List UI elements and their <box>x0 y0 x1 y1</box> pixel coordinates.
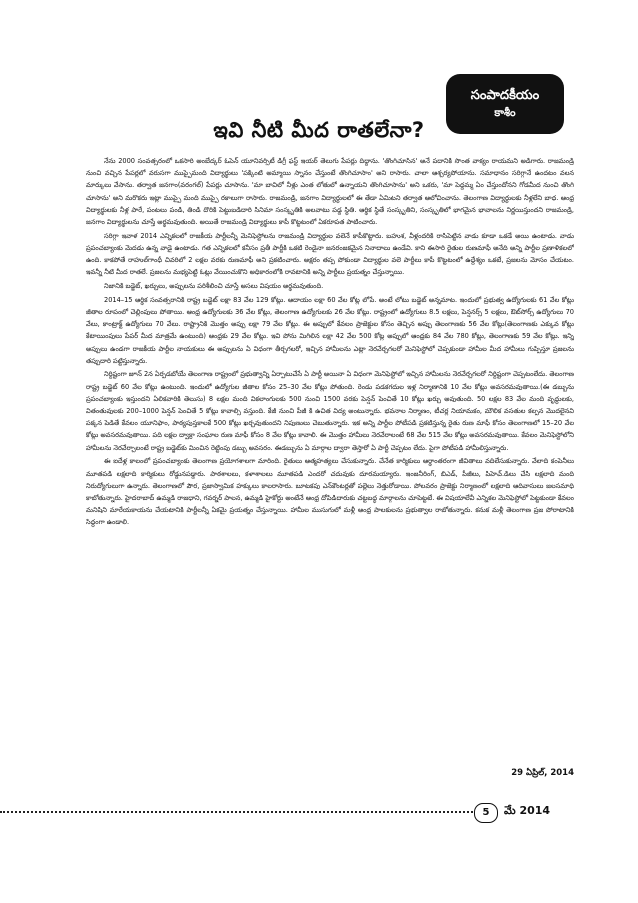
paragraph: సరిగ్గా ఇవాళ 2014 ఎన్నికలలో రాజకీయ పార్టీలన్నీ మెనిఫెస్టోలను రాజమండ్రి విద్యార్థుల వలెనే కాపీకొట్టారు. బహుశ, వీళ్లందరికి రాసిపెట్టిన వాడు కూడా ఒకడే అయి ఉంటాడు. వాడు ప్రపంచబ్యాంకు మెదడు ఉన్న వాడై ఉంటాడు. గత ఎన్నికలలో కనీసం ప్రతీ పార్టీకి ఒకటి రెండైనా జనరంజకమైన నినాదాలు ఉండేవి. కాని ఈసారి రైతుల రుణమాఫీ అనేది అన్ని పార్టీల ప్రణాళికలలో ఉంది. కాకపోతే రాహుల్‌గాంధీ చివరిలో 2 లక్షల వరకు రుణమాఫీ అని ప్రకటించారు. అక్షరం తప్ప పోకుండా విద్యార్థుల వలె పార్టీలు కాపీ కొట్టటంలో ఉద్దేశ్యం ఒకటే, ప్రజలను మోసం చేయటం. ఇవన్నీ నీటి మీద రాతలే. ప్రజలను మభ్యపెట్టి ఓట్లు వేయించుకొని అధికారంలోకి రావటానికి అన్ని పార్టీలు ప్రయత్నం చేస్తున్నాయి. <box>86 231 574 277</box>
footer-divider <box>0 811 473 813</box>
paragraph: నిజానికి బడ్జెట్, ఖర్చులు, అప్పులను పరిశీలించి చూస్తే అసలు విషయం అర్థమవుతుంది. <box>104 282 324 291</box>
paragraph: నేను 2000 సంవత్సరంలో ఒకసారి అంబేద్కర్ ఓపెన్ యూనివర్సిటీ డిగ్రీ ఫస్ట్ ఇయర్ తెలుగు పేపర్లు దిద్దాను. 'తొంగిచూసిన' అనే పదానికి సొంత వాక్యం రాయమని అడిగారు. రాజమండ్రి నుంచి వచ్చిన పేపర్లలో వరుసగా ముప్పైమంది విద్యార్థులు 'పక్కింటి అమ్మాయి స్నానం చేస్తుంటే తొంగిచూసాం' అని రాసారు. చాలా ఆశ్చర్యపోయాను. సమాధానం సరిగ్గానే ఉందటం వలన మార్కులు వేసాను. తర్వాత జనగాం(వరంగల్) పేపర్లు చూసాను. 'మా బావిలో నీళ్లు ఎంత లోతులో ఉన్నాయని తొంగిచూసాను' అని ఒకరు, 'మా పెద్దమ్మ ఏం చేస్తుందోనని గోడమీద నుంచి తొంగి చూసాను' అని మరొకరు ఇట్లా ముప్పై మంది ముప్పై రకాలుగా రాసారు. రాజమండ్రి, జనగాం విద్యార్థులలో ఈ తేడా ఏమిటని తర్వాత ఆలోచించాను. తెలంగాణ విద్యార్థులకు నీళ్లలేని బాధ. ఆంధ్ర విద్యార్థులకు నీళ్ల పారే, పంటలు పండి, తిండి దొరికి పెట్టుబడిదారి సినిమా సంస్కృతికి అలవాటు పడ్డ స్థితి. ఆర్థిక స్థితే సంస్కృతిని, సంస్కృతిలో భాగమైన భావాలను నిర్ణయిస్తుందని రాజమండ్రి, జనగాం విద్యార్థులను చూస్తే అర్థమవుతుంది. అయితే రాజమండ్రి విద్యార్థులు కాపీ కొట్టటంలో ఏకరూపత పాటించారు. <box>86 157 574 227</box>
author-name: కాశీం <box>494 106 516 119</box>
issue-label: మే 2014 <box>504 804 551 817</box>
paragraph: ఈ ఐదేళ్ల కాలంలో ప్రపంచబ్యాంకు తెలంగాణ ప్రయోగశాలగా మారింది. రైతులు ఆత్మహత్యలు చేసుకున్నారు. చేనేత కార్మికులు ఆర్థాంతరంగా జీవితాలు వదిలేసుకున్నారు. వేలాది కంపెనీలు మూతపడి లక్షలాది కార్మికులు రోడ్డునపడ్డారు. పాఠశాలలు, కళాశాలలు మూతపడి ఎందరో చదువుకు దూరమయ్యారు. ఇంజనీరింగ్, బిఎడ్, పీజీలు, పిహెచ్.డిలు చేసి లక్షలాది మంది నిరుద్యోగులుగా ఉన్నారు. తెలంగాణలో పౌర, ప్రజాస్వామిక హక్కులు కాలరాసారు. బూటకపు ఎన్‌కౌంటర్లతో పల్లెలు నెత్తురోడాయి. పోలవరం ప్రాజెక్టు నిర్మాణంలో లక్షలాది ఆదివాసులు జలసమాధి కాబోతున్నారు. హైదరాబాద్ ఉమ్మడి రాజధాని, గవర్నర్ పాలన, ఉమ్మడి హైకోర్టు అంటేనే ఆంధ్ర దోపిడిదారుకు చట్టబద్ధ మార్గాలను చూపెట్టటే. ఈ విషయాలేవీ ఎన్నికల మెనిఫెస్టోలో పెట్టకుండా కేవలం మనిషిని మారేయకాయను చేయటానికి పార్టీలన్నీ ఏకమై ప్రయత్నం చేస్తున్నాయి. హామీల ముసుగులో మళ్లీ ఆంధ్ర పాలకులను ప్రభుత్వాల రాబోతున్నారు. కనుక మళ్లీ తెలంగాణ ప్రజ పోరాటానికి సిద్ధంగా ఉండాలి. <box>86 457 574 527</box>
page-number: 5 <box>474 803 498 823</box>
editorial-body <box>86 155 574 795</box>
page-title: ఇవి నీటి మీద రాతలేనా? <box>213 118 425 142</box>
article-date: 29 ఏప్రిల్, 2014 <box>511 768 574 778</box>
paragraph: 2014–15 ఆర్థిక సంవత్సరానికి రాష్ట్ర బడ్జెట్ లక్షా 83 వేల 129 కోట్లు. ఆదాయం లక్షా 60 వేల కోట్ల లోపే. అంటే లోటు బడ్జెట్ అన్నమాట. ఇందులో ప్రభుత్వ ఉద్యోగులకు 61 వేల కోట్లు జీతాల రూపంలో చెల్లింపులు పోతాయి. ఆంధ్ర ఉద్యోగులకు 36 వేల కోట్లు, తెలంగాణ ఉద్యోగులకు 26 వేల కోట్లు. రాష్ట్రంలో ఉద్యోగులు 8.5 లక్షలు, పెన్షనర్స్ 5 లక్షలు, ఔట్‌సోర్స్ ఉద్యోగులు 70 వేలు, కాంట్రాక్ట్ ఉద్యోగులు 70 వేలు. రాష్ట్రానికి మొత్తం అప్పు లక్షా 79 వేల కోట్లు. ఈ అప్పులో కేవలం ప్రాజెక్టుల కోసం తెచ్చిన అప్పు తెలంగాణకు 56 వేల కోట్లు(తెలంగాణకు ఎక్కువ కోట్లు కేటాయింపులు పేపర్ మీద మాత్రమే ఉంటుంది) ఆంధ్రకు 29 వేల కోట్లు. ఇవి పోను మిగిలిన లక్షా 42 వేల 500 కోట్ల అప్పులో ఆంధ్రకు 84 వేల 780 కోట్లు, తెలంగాణకు 59 వేల కోట్లు. ఇన్ని అప్పులు ఉండగా రాజకీయ పార్టీల నాయకులు ఈ అప్పులను ఏ విధంగా తీర్చగలరో, ఇచ్చిన హామీలను ఎట్లా నెరవేర్చగలరో మెనిఫెస్టోలో చెప్పకుండా హామీల మీద హామీలు గుప్పిస్తూ ప్రజలను తప్పుదారి పట్టిస్తున్నారు. <box>86 295 574 365</box>
section-label: సంపాదకీయం <box>470 88 540 103</box>
paragraph: నిర్దిష్టంగా జూన్ 2న ఏర్పడబోయే తెలంగాణ రాష్ట్రంలో ప్రభుత్వాన్ని ఏర్పాటుచేసే ఏ పార్టీ అయినా ఏ విధంగా మెనిఫెస్టోలో ఇచ్చిన హామీలను నెరవేర్చగలరో నిర్దిష్టంగా చెప్పటంలేదు. తెలంగాణ రాష్ట్ర బడ్జెట్ 60 వేల కోట్లు ఉంటుంది. ఇందులో ఉద్యోగుల జీతాల కోసం 25–30 వేల కోట్లు పోతుంది. రెండు పడకగదుల ఇళ్ల నిర్మాణానికి 10 వేల కోట్లు అవసరమవుతాయి.(ఈ డబ్బును ప్రపంచబ్యాంకు ఇస్తుందని ఏలికవారికి తెలుసు) 8 లక్షల మంది వికలాంగులకు 500 నుంచి 1500 వరకు పెన్షన్ పెంచితే 10 కోట్లు ఖర్చు అవుతుంది. 50 లక్షల 83 వేల మంది వృద్ధులకు, వితంతువులకు 200–1000 పెన్షన్ పెంచితే 5 కోట్లు కావాల్సి వస్తుంది. కేజీ నుంచి పీజీ కి ఉచిత విద్య అంటున్నారు. భవనాల నిర్మాణం, టీచర్ల నియామకం, మౌలిక వసతుల కల్పన మొదలైనవి పక్కన పెడితే కేవలం యూనిఫాం, పాఠ్యపుస్తకాలకే 500 కోట్లు ఖర్చవుతుందని నిపుణులు చెబుతున్నారు. ఇక అన్ని పార్టీల పోటీపడి ప్రకటిస్తున్న రైతు రుణ మాఫీ కోసం తెలంగాణలో 15–20 వేల కోట్లు అవసరమవుతాయి. పది లక్షల ద్వాక్రా సంఘాల రుణ మాఫీ కోసం 8 వేల కోట్లు కావాలి. ఈ మొత్తం హామీలు నెరవేరాలంటే 68 వేల 515 వేల కోట్లు అవసరమవుతాయి. కేవలం మెనిఫెస్టోలోని హామీలను నెరవేర్చాలంటే రాష్ట్ర బడ్జెట్‌కు మించిన రెట్టింపు డబ్బు అవసరం. ఈడబ్బును ఏ మార్గాల ద్వారా తెస్తారో ఏ పార్టీ చెప్పటం లేదు. పైగా పోటీపడి హామీలిస్తున్నారు. <box>86 370 574 452</box>
